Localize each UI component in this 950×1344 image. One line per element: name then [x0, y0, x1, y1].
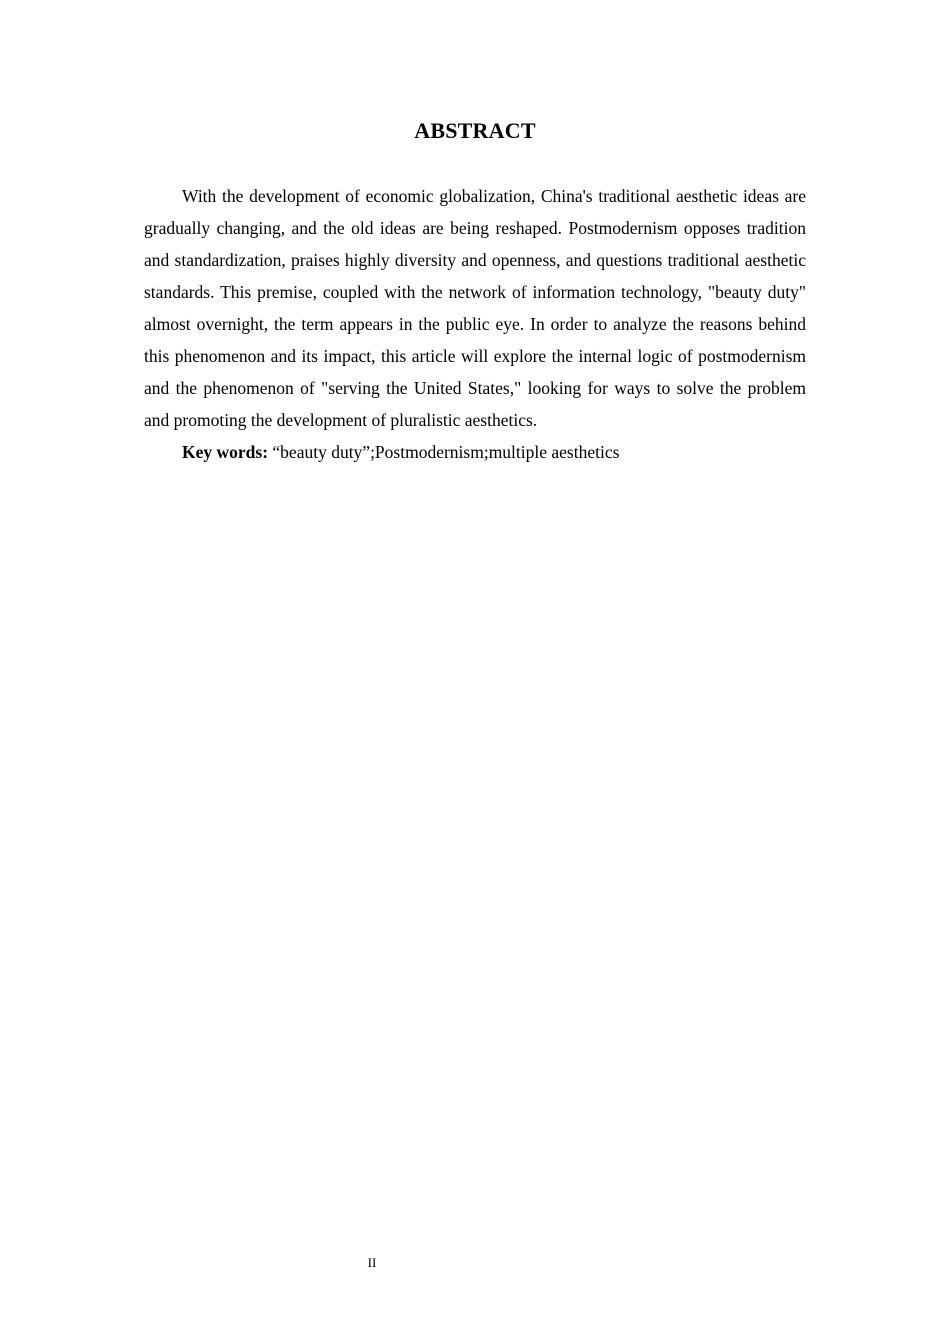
keywords-line [144, 436, 806, 468]
abstract-heading: ABSTRACT [414, 118, 536, 143]
abstract-paragraph: With the development of economic globalization, China's traditional aesthetic ideas are gradually changing, and the old ideas are being reshaped. Postmodernism opposes tradition and standardization, praises highly diversity and openness, and questions traditional aesthetic standards. This premise, coupled with the network of information technology, "beauty duty" almost overnight, the term appears in the public eye. In order to analyze the reasons behind this phenomenon and its impact, this article will explore the internal logic of postmodernism and the phenomenon of "serving the United States," looking for ways to solve the problem and promoting the development of pluralistic aesthetics. [144, 186, 806, 430]
abstract-body [144, 180, 806, 468]
keywords-label: Key words: [182, 442, 269, 462]
keywords-value: “beauty duty”;Postmodernism;multiple aesthetics [268, 442, 620, 462]
page-number: II [367, 1255, 377, 1270]
